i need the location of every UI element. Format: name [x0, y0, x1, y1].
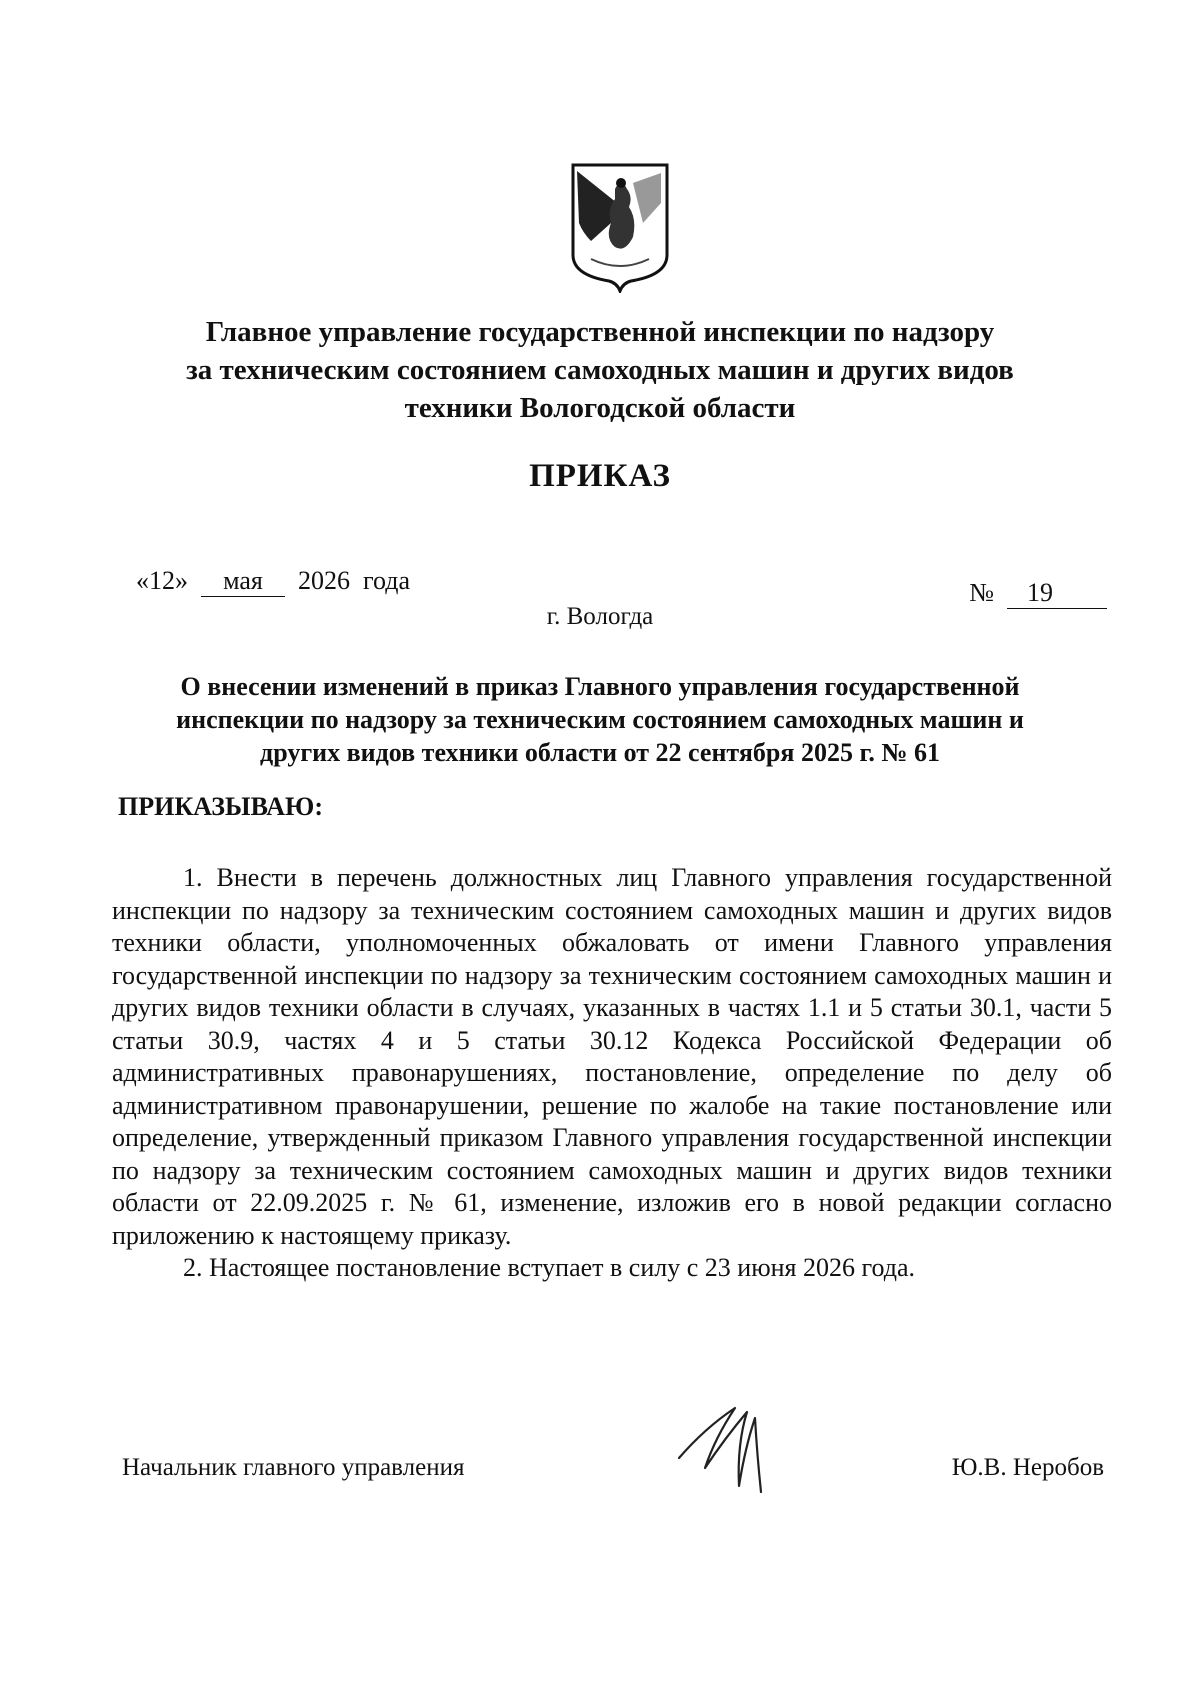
handwritten-signature-icon [675, 1398, 785, 1498]
date-month: мая [201, 566, 285, 597]
signatory-role: Начальник главного управления [122, 1454, 465, 1481]
number-label: № [969, 578, 994, 607]
date-year: 2026 [298, 566, 350, 595]
order-body [112, 862, 1112, 1285]
organization-line: за техническим состоянием самоходных машин и других видов [186, 354, 1014, 386]
subject-line: инспекции по надзору за техническим состоянием самоходных машин и [176, 705, 1024, 734]
organization-title [100, 313, 1100, 427]
number-value: 19 [1007, 578, 1107, 609]
date-year-word: года [363, 566, 411, 595]
organization-line: Главное управление государственной инспекции по надзору [205, 316, 995, 348]
paragraph: 2. Настоящее постановление вступает в силу с 23 июня 2026 года. [183, 1253, 916, 1282]
city: г. Вологда [546, 603, 654, 630]
paragraph: 1. Внести в перечень должностных лиц Главного управления государственной инспекции по надзору за техническим состоянием самоходных машин и других видов техники области, уполномоченных обжаловать от имени Главного управления государственной инспекции по надзору за техническим состоянием самоходных машин и других видов техники области в случаях, указанных в частях 1.1 и 5 статьи 30.1, части 5 статьи 30.9, частях 4 и 5 статьи 30.12 Кодекса Российской Федерации об административных правонарушениях, постановление, определение по делу об административном правонарушении, решение по жалобе на такие постановление или определение, утвержденный приказом Главного управления государственной инспекции по надзору за техническим состоянием самоходных машин и других видов техники области от 22.09.2025 г. № 61, изменение, изложив его в новой редакции согласно приложению к настоящему приказу. [112, 863, 1112, 1250]
order-date [136, 566, 410, 597]
subject-line: О внесении изменений в приказ Главного управления государственной [180, 672, 1020, 701]
date-day: «12» [136, 566, 188, 595]
order-directive: ПРИКАЗЫВАЮ: [118, 792, 323, 821]
document-type-title: ПРИКАЗ [529, 458, 671, 494]
organization-line: техники Вологодской области [404, 392, 796, 424]
order-subject [130, 670, 1070, 769]
signatory-name: Ю.В. Неробов [951, 1454, 1104, 1481]
coat-of-arms-icon [571, 163, 669, 293]
subject-line: других видов техники области от 22 сентября 2025 г. № 61 [260, 738, 940, 767]
